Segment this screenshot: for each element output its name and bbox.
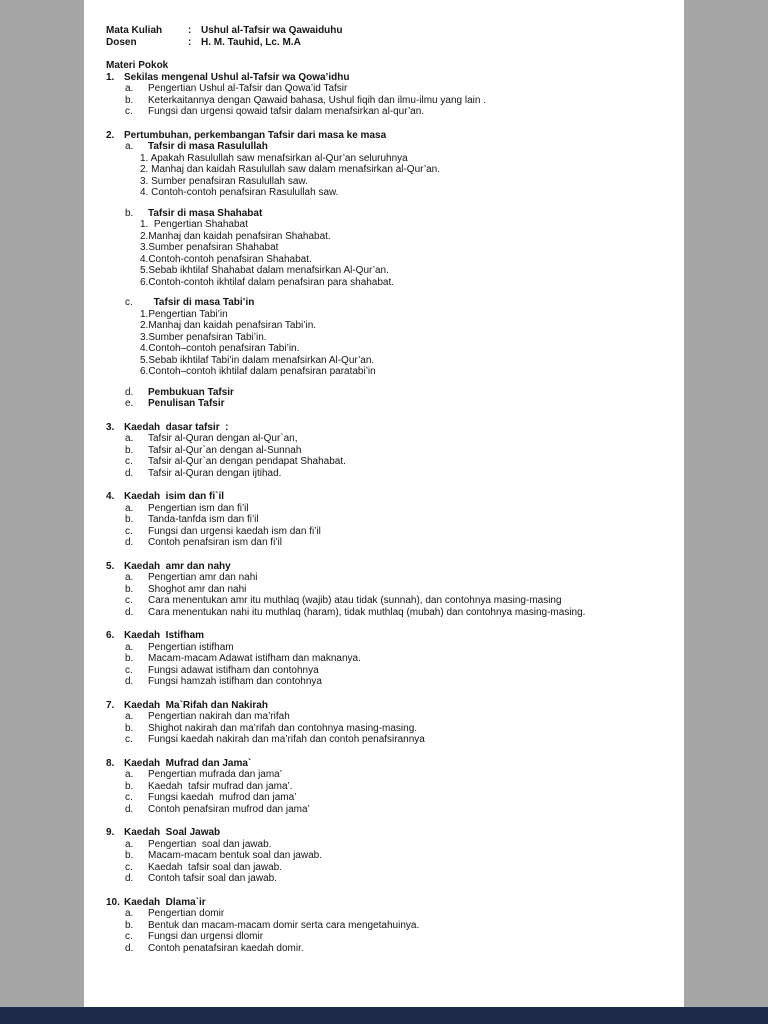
item-text: Pengertian ism dan fi’il [148, 502, 249, 514]
item-marker: b. [125, 919, 134, 931]
item-text: Tafsir al-Quran dengan al-Qur`an, [148, 433, 298, 444]
item-row [125, 711, 660, 723]
outline-item [125, 537, 660, 549]
outline-item [125, 208, 660, 289]
item-row [125, 850, 660, 862]
item-text: Tafsir al-Qur`an dengan al-Sunnah [148, 444, 302, 456]
outline-item [125, 931, 660, 943]
outline-section [106, 72, 660, 118]
item-marker: b. [125, 780, 134, 792]
section-title: Kaedah Ma`Rifah dan Nakirah [124, 699, 268, 711]
item-row [125, 572, 660, 584]
item-text: Kaedah tafsir soal dan jawab. [148, 861, 282, 873]
section-items [125, 503, 660, 549]
item-marker: c. [125, 664, 133, 676]
section-title: Kaedah amr dan nahy [124, 560, 231, 572]
outline-item [125, 711, 660, 723]
outline-item [125, 607, 660, 619]
sub-item-line: 4. Contoh-contoh penafsiran Rasulullah saw. [140, 187, 339, 198]
item-marker: a. [125, 572, 134, 583]
item-row [125, 769, 660, 781]
item-marker: a. [125, 502, 134, 514]
item-marker: b. [125, 722, 134, 734]
item-text: Contoh penafsiran mufrod dan jama’ [148, 803, 310, 815]
section-header [106, 897, 660, 909]
section-items [125, 83, 660, 118]
item-marker: a. [125, 769, 134, 780]
item-row [125, 792, 660, 804]
item-row [125, 83, 660, 95]
section-title: Pertumbuhan, perkembangan Tafsir dari masa ke masa [124, 129, 387, 141]
section-header [106, 491, 660, 503]
sub-item-line: 2.Manhaj dan kaidah penafsiran Shahabat. [140, 230, 331, 242]
outline-item [125, 433, 660, 445]
outline-item [125, 526, 660, 538]
item-marker: e. [125, 398, 134, 409]
section-items [125, 141, 660, 410]
item-marker: d. [125, 467, 134, 479]
item-text: Fungsi dan urgensi kaedah ism dan fi’il [148, 525, 321, 537]
outline-item [125, 95, 660, 107]
item-text: Cara menentukan amr itu muthlaq (wajib) atau tidak (sunnah), dan contohnya masing-masing [148, 595, 562, 606]
sub-item-line: 1.Pengertian Tabi’in [140, 308, 228, 320]
outline-item [125, 83, 660, 95]
item-marker: b. [125, 514, 134, 525]
sub-items [140, 219, 660, 288]
section-items [125, 642, 660, 688]
outline-section [106, 630, 660, 688]
outline-section [106, 758, 660, 816]
item-marker: a. [125, 641, 134, 653]
section-title: Kaedah Istifham [124, 630, 205, 641]
section-header [106, 700, 660, 712]
outline-item [125, 792, 660, 804]
item-marker: d. [125, 386, 134, 398]
section-heading: Materi Pokok [106, 60, 169, 71]
section-number: 4. [106, 491, 115, 502]
outline-item [125, 908, 660, 920]
footer-bar [0, 1007, 768, 1024]
item-row [125, 595, 660, 607]
item-text: Tafsir di masa Tabi’in [148, 297, 255, 308]
item-marker: b. [125, 94, 134, 106]
sub-item-line: 2.Manhaj dan kaidah penafsiran Tabi’in. [140, 320, 317, 331]
outline-item [125, 584, 660, 596]
outline-item [125, 920, 660, 932]
item-text: Fungsi dan urgensi dlomir [148, 931, 264, 942]
item-row [125, 106, 660, 118]
header-label: Mata Kuliah [106, 25, 163, 36]
item-text: Pengertian mufrada dan jama’ [148, 769, 282, 780]
section-header [106, 630, 660, 642]
sub-item-line: 5.Sebab ikhtilaf Shahabat dalam menafsirkan Al-Qur’an. [140, 265, 389, 276]
item-marker: d. [125, 803, 134, 815]
outline-section [106, 422, 660, 480]
sub-item-line: 6.Contoh–contoh ikhtilaf dalam penafsiran paratabi’in [140, 366, 376, 377]
section-title: Kaedah dasar tafsir : [124, 421, 229, 433]
item-text: Fungsi adawat istifham dan contohnya [148, 664, 319, 676]
item-row [125, 95, 660, 107]
outline-item [125, 468, 660, 480]
item-text: Pengertian domir [148, 908, 225, 919]
item-marker: a. [125, 433, 134, 444]
outline-item [125, 943, 660, 955]
outline-item [125, 873, 660, 885]
item-text: Cara menentukan nahi itu muthlaq (haram), tidak muthlaq (mubah) dan contohnya masing-masing. [148, 606, 586, 618]
item-row [125, 526, 660, 538]
sub-item-line: 1. Apakah Rasulullah saw menafsirkan al-Qur’an seluruhnya [140, 152, 408, 164]
section-number: 7. [106, 699, 115, 711]
item-marker: d. [125, 606, 134, 618]
header-colon: : [188, 36, 192, 48]
item-text: Fungsi dan urgensi qowaid tafsir dalam menafsirkan al-qur’an. [148, 106, 425, 117]
outline-item [125, 398, 660, 410]
section-items [125, 908, 660, 954]
outline-section [106, 700, 660, 746]
item-row [125, 943, 660, 955]
item-marker: d. [125, 942, 134, 954]
outline-item [125, 665, 660, 677]
outline-item [125, 653, 660, 665]
item-marker: d. [125, 537, 134, 548]
outline-item [125, 387, 660, 399]
item-text: Contoh tafsir soal dan jawab. [148, 873, 277, 884]
item-marker: b. [125, 653, 134, 664]
sub-item-line: 4.Contoh-contoh penafsiran Shahabat. [140, 253, 312, 265]
outline-item [125, 297, 660, 378]
item-marker: c. [125, 734, 133, 745]
section-items [125, 572, 660, 618]
item-row [125, 387, 660, 399]
sub-item-line: 3.Sumber penafsiran Tabi’in. [140, 331, 267, 343]
section-number: 1. [106, 71, 115, 83]
section-number: 9. [106, 827, 115, 838]
item-text: Tanda-tanfda ism dan fi’il [148, 514, 259, 525]
item-row [125, 141, 660, 153]
item-text: Shighot nakirah dan ma’rifah dan contohnya masing-masing. [148, 722, 418, 734]
outline-item [125, 595, 660, 607]
outline-item [125, 804, 660, 816]
section-header [106, 422, 660, 434]
item-marker: c. [125, 456, 133, 467]
outline-section [106, 897, 660, 955]
item-text: Pengertian soal dan jawab. [148, 838, 272, 850]
item-text: Penulisan Tafsir [148, 398, 225, 409]
outline-item [125, 781, 660, 793]
item-text: Macam-macam bentuk soal dan jawab. [148, 850, 322, 861]
item-marker: a. [125, 838, 134, 850]
outline-item [125, 503, 660, 515]
item-row [125, 208, 660, 220]
item-row [125, 723, 660, 735]
item-marker: b. [125, 444, 134, 456]
outline-item [125, 456, 660, 468]
item-text: Contoh penatafsiran kaedah domir. [148, 942, 304, 954]
item-row [125, 297, 660, 309]
item-text: Kaedah tafsir mufrad dan jama’. [148, 780, 293, 792]
outline-list [106, 72, 660, 955]
outline-item [125, 106, 660, 118]
outline-section [106, 491, 660, 549]
item-text: Contoh penafsiran ism dan fi’il [148, 537, 282, 548]
item-marker: c. [125, 792, 133, 803]
item-marker: c. [125, 106, 133, 117]
item-text: Macam-macam Adawat istifham dan maknanya. [148, 653, 361, 664]
outline-item [125, 141, 660, 199]
section-number: 3. [106, 421, 115, 433]
item-row [125, 433, 660, 445]
section-title: Kaedah Mufrad dan Jama` [124, 757, 252, 769]
header-colon: : [188, 25, 192, 36]
item-text: Pembukuan Tafsir [148, 386, 234, 398]
section-header [106, 130, 660, 142]
section-number: 10. [106, 896, 120, 908]
item-row [125, 642, 660, 654]
item-text: Pengertian istifham [148, 641, 234, 653]
sub-items [140, 153, 660, 199]
item-marker: a. [125, 141, 134, 152]
item-marker: b. [125, 583, 134, 595]
outline-item [125, 862, 660, 874]
item-row [125, 607, 660, 619]
outline-item [125, 769, 660, 781]
item-text: Bentuk dan macam-macam domir serta cara mengetahuinya. [148, 919, 420, 931]
sub-items [140, 309, 660, 378]
header-row [106, 25, 660, 37]
item-row [125, 908, 660, 920]
item-row [125, 804, 660, 816]
item-row [125, 537, 660, 549]
item-text: Fungsi hamzah istifham dan contohnya [148, 676, 322, 687]
item-marker: c. [125, 861, 133, 873]
item-row [125, 839, 660, 851]
item-row [125, 398, 660, 410]
item-text: Pengertian nakirah dan ma’rifah [148, 711, 290, 722]
outline-item [125, 850, 660, 862]
item-row [125, 862, 660, 874]
section-title: Kaedah Dlama`ir [124, 896, 206, 908]
item-row [125, 920, 660, 932]
section-number: 2. [106, 129, 115, 141]
item-marker: d. [125, 873, 134, 884]
item-text: Tafsir di masa Rasulullah [148, 141, 268, 152]
item-text: Keterkaitannya dengan Qawaid bahasa, Ushul fiqih dan ilmu-ilmu yang lain . [148, 94, 486, 106]
outline-section [106, 561, 660, 619]
item-row [125, 584, 660, 596]
header-row [106, 37, 660, 49]
item-marker: a. [125, 908, 134, 919]
item-row [125, 931, 660, 943]
item-marker: c. [125, 931, 133, 942]
outline-item [125, 734, 660, 746]
item-marker: c. [125, 595, 133, 606]
item-row [125, 676, 660, 688]
item-row [125, 456, 660, 468]
item-text: Pengertian Ushul al-Tafsir dan Qowa’id Tafsir [148, 83, 348, 94]
section-title: Sekilas mengenal Ushul al-Tafsir wa Qowa’idhu [124, 71, 350, 83]
section-items [125, 711, 660, 746]
item-marker: a. [125, 83, 134, 94]
outline-item [125, 676, 660, 688]
item-text: Tafsir al-Qur`an dengan pendapat Shahabat. [148, 456, 346, 467]
section-header [106, 72, 660, 84]
item-row [125, 468, 660, 480]
section-number: 5. [106, 560, 115, 572]
item-marker: b. [125, 850, 134, 861]
item-row [125, 514, 660, 526]
item-marker: a. [125, 711, 134, 722]
item-row [125, 445, 660, 457]
item-text: Fungsi kaedah nakirah dan ma’rifah dan contoh penafsirannya [148, 734, 425, 745]
section-header [106, 561, 660, 573]
item-row [125, 873, 660, 885]
outline-item [125, 572, 660, 584]
section-title: Kaedah isim dan fi`il [124, 491, 225, 502]
outline-item [125, 514, 660, 526]
section-header [106, 758, 660, 770]
sub-item-line: 3. Sumber penafsiran Rasulullah saw. [140, 175, 308, 187]
item-row [125, 653, 660, 665]
item-text: Pengertian amr dan nahi [148, 572, 258, 583]
item-marker: c. [125, 297, 133, 308]
sub-item-line: 5.Sebab ikhtilaf Tabi’in dalam menafsirkan Al-Qur’an. [140, 354, 375, 366]
item-text: Tafsir al-Quran dengan ijtihad. [148, 467, 282, 479]
item-marker: c. [125, 525, 133, 537]
header-label: Dosen [106, 36, 137, 48]
outline-item [125, 723, 660, 735]
section-number: 8. [106, 757, 115, 769]
item-text: Fungsi kaedah mufrod dan jama’ [148, 792, 297, 803]
section-header [106, 827, 660, 839]
sub-item-line: 1. Pengertian Shahabat [140, 219, 248, 230]
sub-item-line: 6.Contoh-contoh ikhtilaf dalam penafsiran para shahabat. [140, 276, 395, 288]
item-row [125, 665, 660, 677]
item-marker: d. [125, 676, 134, 687]
item-text: Shoghot amr dan nahi [148, 583, 247, 595]
item-row [125, 503, 660, 515]
section-items [125, 839, 660, 885]
item-row [125, 734, 660, 746]
course-header [106, 25, 660, 48]
sub-item-line: 2. Manhaj dan kaidah Rasulullah saw dalam menafsirkan al-Qur’an. [140, 164, 440, 175]
sub-item-line: 4.Contoh–contoh penafsiran Tabi’in. [140, 343, 300, 354]
outline-item [125, 642, 660, 654]
section-number: 6. [106, 630, 115, 641]
item-text: Tafsir di masa Shahabat [148, 207, 263, 219]
outline-item [125, 445, 660, 457]
outline-item [125, 839, 660, 851]
document-page [84, 0, 684, 1007]
section-items [125, 433, 660, 479]
section-items [125, 769, 660, 815]
outline-section [106, 130, 660, 410]
header-value: Ushul al-Tafsir wa Qawaiduhu [201, 25, 343, 36]
outline-section [106, 827, 660, 885]
item-marker: b. [125, 207, 134, 219]
item-row [125, 781, 660, 793]
section-title: Kaedah Soal Jawab [124, 827, 221, 838]
header-value: H. M. Tauhid, Lc. M.A [201, 36, 301, 48]
sub-item-line: 3.Sumber penafsiran Shahabat [140, 242, 279, 253]
